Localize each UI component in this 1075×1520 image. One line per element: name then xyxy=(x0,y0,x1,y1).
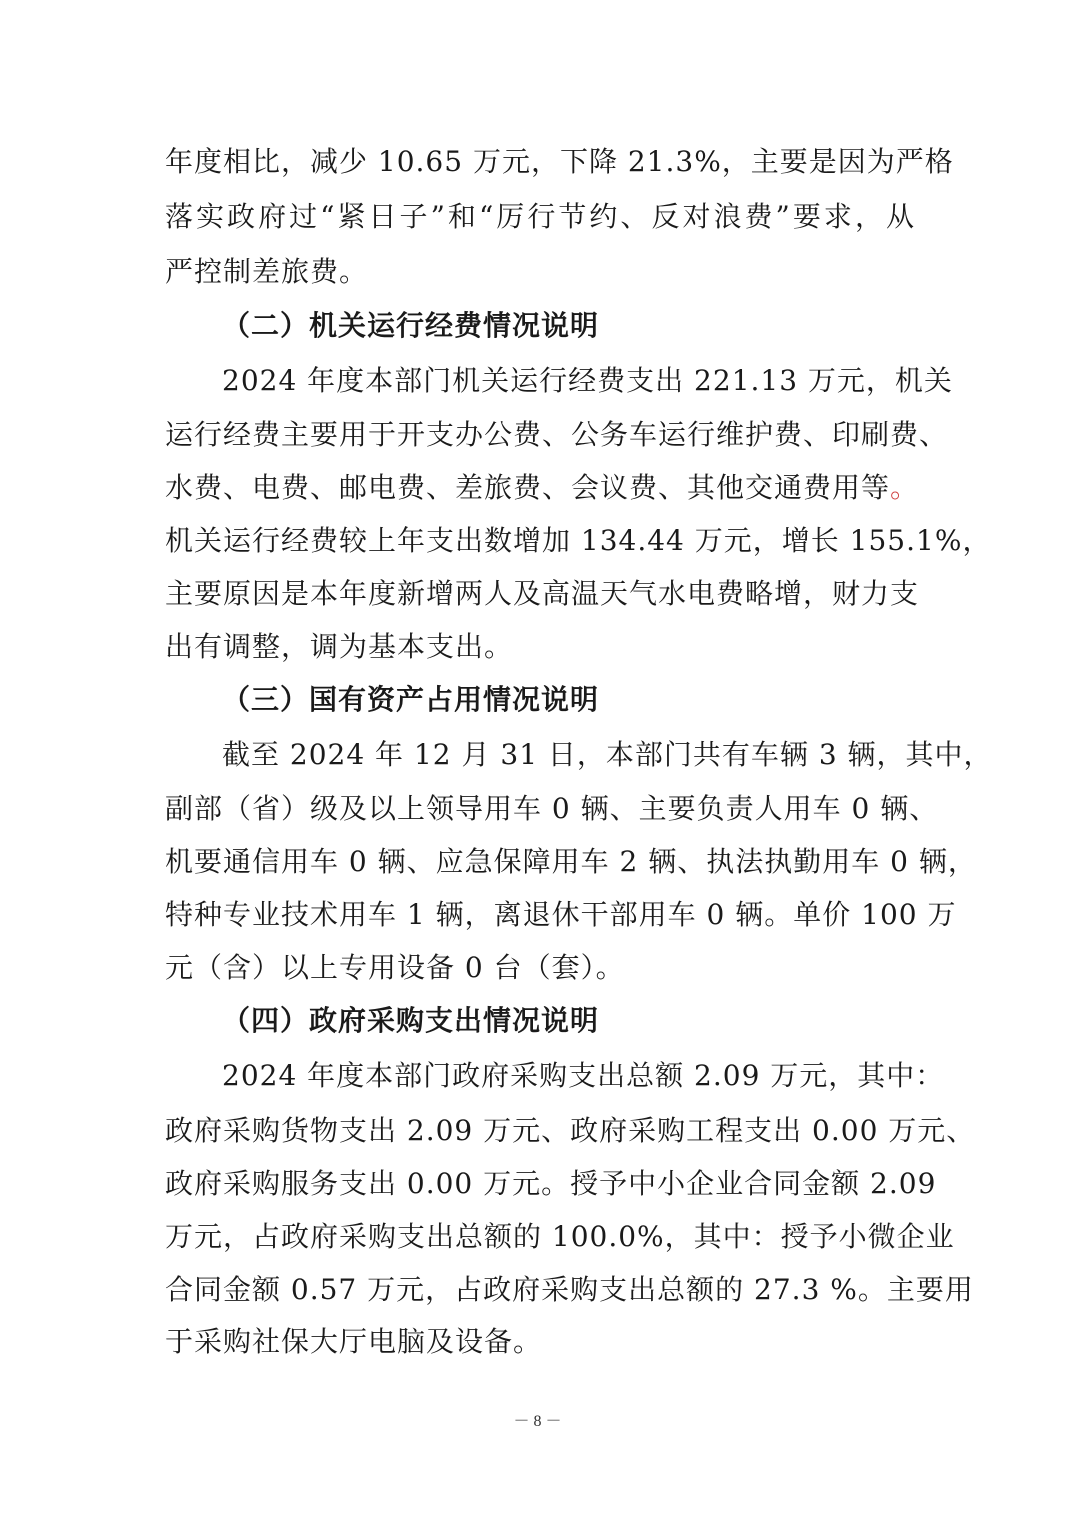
paragraph-line: 2024 年度本部门政府采购支出总额 2.09 万元，其中： xyxy=(222,1059,945,1092)
paragraph-text: 水费、电费、邮电费、差旅费、会议费、其他交通费用等 xyxy=(165,471,891,504)
page-number: － 8 － xyxy=(513,1413,562,1430)
paragraph-line: 合同金额 0.57 万元，占政府采购支出总额的 27.3 %。主要用 xyxy=(165,1273,974,1306)
paragraph-line: 2024 年度本部门机关运行经费支出 221.13 万元，机关 xyxy=(222,364,953,397)
paragraph-line: 主要原因是本年度新增两人及高温天气水电费略增，财力支 xyxy=(165,577,920,610)
paragraph-line: 出有调整，调为基本支出。 xyxy=(165,630,514,663)
paragraph-line xyxy=(165,468,920,508)
paragraph-line: 机要通信用车 0 辆、应急保障用车 2 辆、执法执勤用车 0 辆， xyxy=(165,845,977,878)
paragraph-line: 政府采购服务支出 0.00 万元。授予中小企业合同金额 2.09 xyxy=(165,1167,937,1200)
paragraph-line: 特种专业技术用车 1 辆，离退休干部用车 0 辆。单价 100 万 xyxy=(165,898,957,931)
paragraph-line: 落实政府过“紧日子”和“厉行节约、反对浪费”要求，从 xyxy=(165,200,915,233)
paragraph-line: 副部（省）级及以上领导用车 0 辆、主要负责人用车 0 辆、 xyxy=(165,792,939,825)
paragraph-line: 政府采购货物支出 2.09 万元、政府采购工程支出 0.00 万元、 xyxy=(165,1114,976,1147)
paragraph-line: 截至 2024 年 12 月 31 日，本部门共有车辆 3 辆，其中， xyxy=(222,738,993,771)
paragraph-line: 万元，占政府采购支出总额的 100.0%，其中：授予小微企业 xyxy=(165,1220,955,1253)
period-mark: 。 xyxy=(890,471,920,504)
paragraph-line: 年度相比，减少 10.65 万元，下降 21.3%，主要是因为严格 xyxy=(165,145,954,178)
paragraph-line: 元（含）以上专用设备 0 台（套）。 xyxy=(165,951,625,984)
section-heading-3: （三）国有资产占用情况说明 xyxy=(222,683,600,716)
paragraph-line: 运行经费主要用于开支办公费、公务车运行维护费、印刷费、 xyxy=(165,418,949,451)
paragraph-line: 于采购社保大厅电脑及设备。 xyxy=(165,1325,543,1358)
paragraph-line: 严控制差旅费。 xyxy=(165,255,369,288)
section-heading-2: （二）机关运行经费情况说明 xyxy=(222,309,600,342)
section-heading-4: （四）政府采购支出情况说明 xyxy=(222,1004,600,1037)
paragraph-line: 机关运行经费较上年支出数增加 134.44 万元，增长 155.1%， xyxy=(165,524,992,557)
